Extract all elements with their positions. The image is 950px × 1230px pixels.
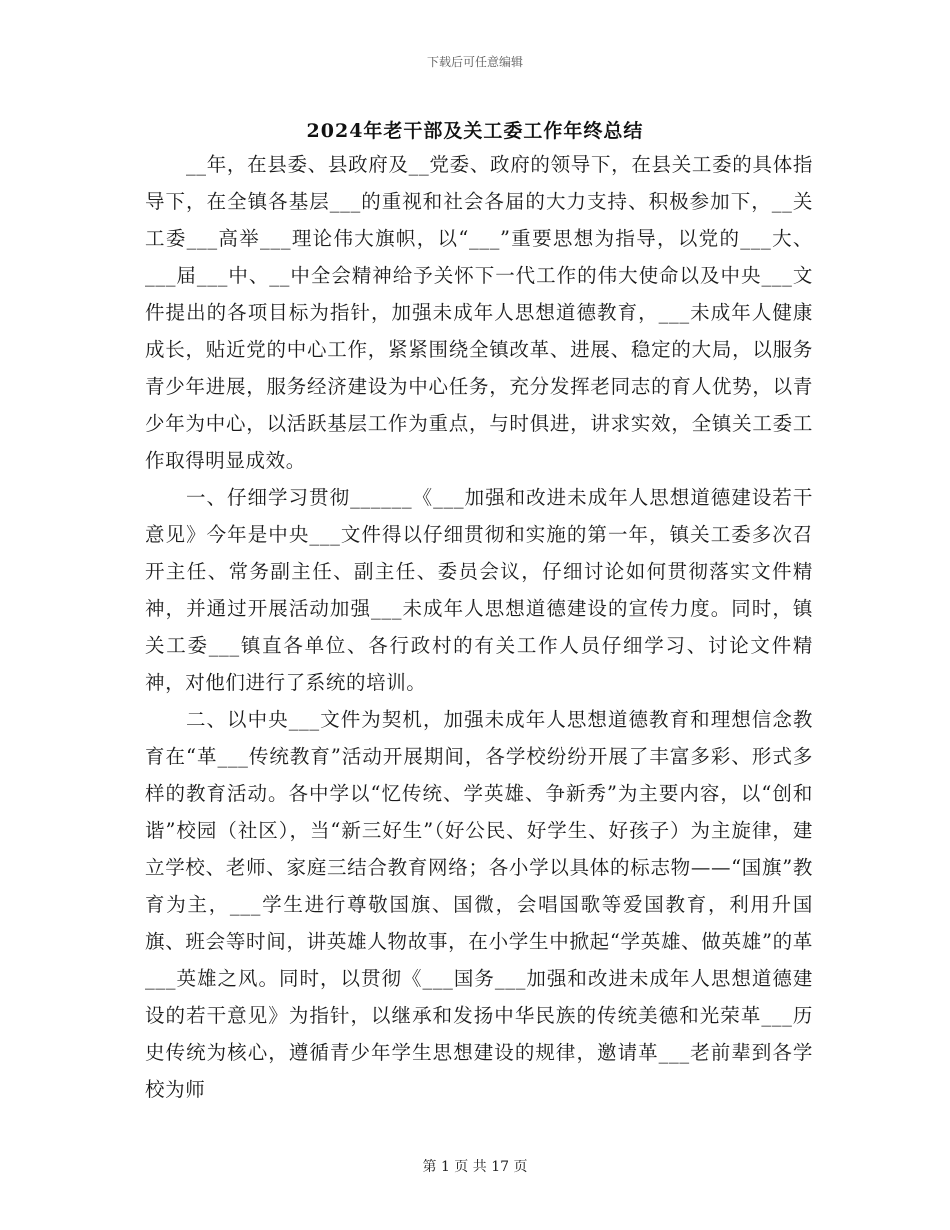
page-number-footer: 第 1 页 共 17 页 [422, 1159, 528, 1175]
document-title: 2024年老干部及关工委工作年终总结 [306, 120, 644, 142]
paragraph-section-2: 二、以中央___文件为契机，加强未成年人思想道德教育和理想信念教育在“革___传统教育”活动开展期间，各学校纷纷开展了丰富多彩、形式多样的教育活动。各中学以“忆传统、学英雄、争新秀”为主要内容，以“创和谐”校园（社区），当“新三好生”（好公民、好学生、好孩子）为主旋律，建立学校、老师、家庭三结合教育网络；各小学以具体的标志物——“国旗”教育为主，___学生进行尊敬国旗、国微，会唱国歌等爱国教育，利用升国旗、班会等时间，讲英雄人物故事，在小学生中掀起“学英雄、做英雄”的革___英雄之风。同时，以贯彻《___国务___加强和改进未成年人思想道德建设的若干意见》为指针，以继承和发扬中华民族的传统美德和光荣革___历史传统为核心，遵循青少年学生思想建设的规律，邀请革___老前辈到各学校为师 [145, 708, 813, 1101]
paragraph-section-1: 一、仔细学习贯彻______《___加强和改进未成年人思想道德建设若干意见》今年是中央___文件得以仔细贯彻和实施的第一年，镇关工委多次召开主任、常务副主任、副主任、委员会议，仔细讨论如何贯彻落实文件精神，并通过开展活动加强___未成年人思想道德建设的宣传力度。同时，镇关工委___镇直各单位、各行政村的有关工作人员仔细学习、讨论文件精神，对他们进行了系统的培训。 [145, 486, 813, 694]
header-note: 下载后可任意编辑 [426, 55, 523, 69]
paragraph-intro: __年，在县委、县政府及__党委、政府的领导下，在县关工委的具体指导下，在全镇各基层___的重视和社会各届的大力支持、积极参加下，__关工委___高举___理论伟大旗帜，以“___”重要思想为指导，以党的___大、___届___中、__中全会精神给予关怀下一代工作的伟大使命以及中央___文件提出的各项目标为指针，加强未成年人思想道德教育，___未成年人健康成长，贴近党的中心工作，紧紧围绕全镇改革、进展、稳定的大局，以服务青少年进展，服务经济建设为中心任务，充分发挥老同志的育人优势，以青少年为中心，以活跃基层工作为重点，与时俱进，讲求实效，全镇关工委工作取得明显成效。 [145, 153, 813, 472]
document-body [145, 146, 813, 1108]
